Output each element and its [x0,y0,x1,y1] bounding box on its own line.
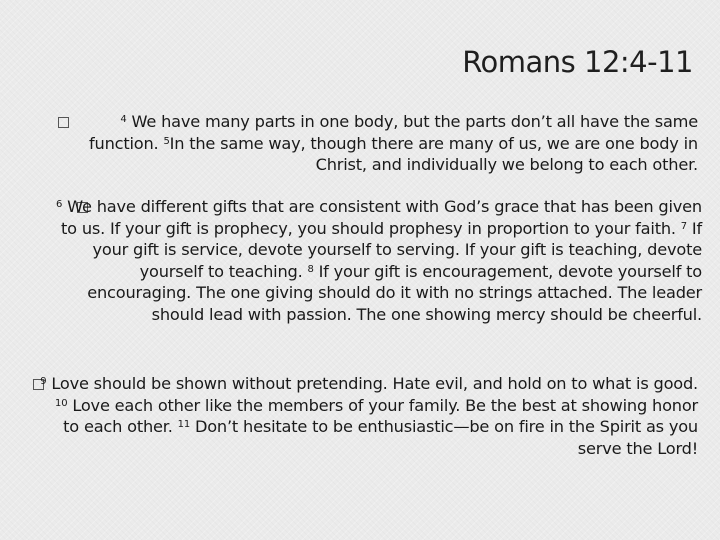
verse-paragraph-2 [52,196,702,325]
verse-text: If your gift is service, devote yourself to serving. If your gift is teaching, devote yourself to teaching. [92,218,702,281]
verse-text: Don’t hesitate to be enthusiastic—be on fire in the Spirit as you serve the Lord! [190,417,698,458]
verse-number: 8 [307,263,314,275]
verse-paragraph-3 [38,373,698,459]
verse-text: We have many parts in one body, but the parts don’t all have the same function. [89,112,698,153]
verse-text: If your gift is encouragement, devote yourself to encouraging. The one giving should do it with no strings attached. The leader should lead with passion. The one showing mercy should be cheerful. [87,261,702,324]
verse-number: 6 [56,199,63,210]
verse-number: 11 [177,419,190,430]
verse-number: 10 [55,397,68,409]
verse-number: 4 [120,114,127,125]
verse-number: 5 [163,135,170,147]
verse-paragraph-1 [58,111,698,176]
verse-number: 7 [680,220,687,232]
verse-text: We have different gifts that are consistent with God’s grace that has been given to us. If your gift is prophecy, you should prophesy in proportion to your faith. [61,197,702,238]
verse-text: Love should be shown without pretending. Hate evil, and hold on to what is good. [46,374,698,393]
verse-text: In the same way, though there are many of us, we are one body in Christ, and individually we belong to each other. [169,133,698,174]
slide-title: Romans 12:4-11 [462,45,693,79]
verse-text: Love each other like the members of your family. Be the best at showing honor to each other. [63,395,698,436]
verse-number: 9 [40,376,47,387]
